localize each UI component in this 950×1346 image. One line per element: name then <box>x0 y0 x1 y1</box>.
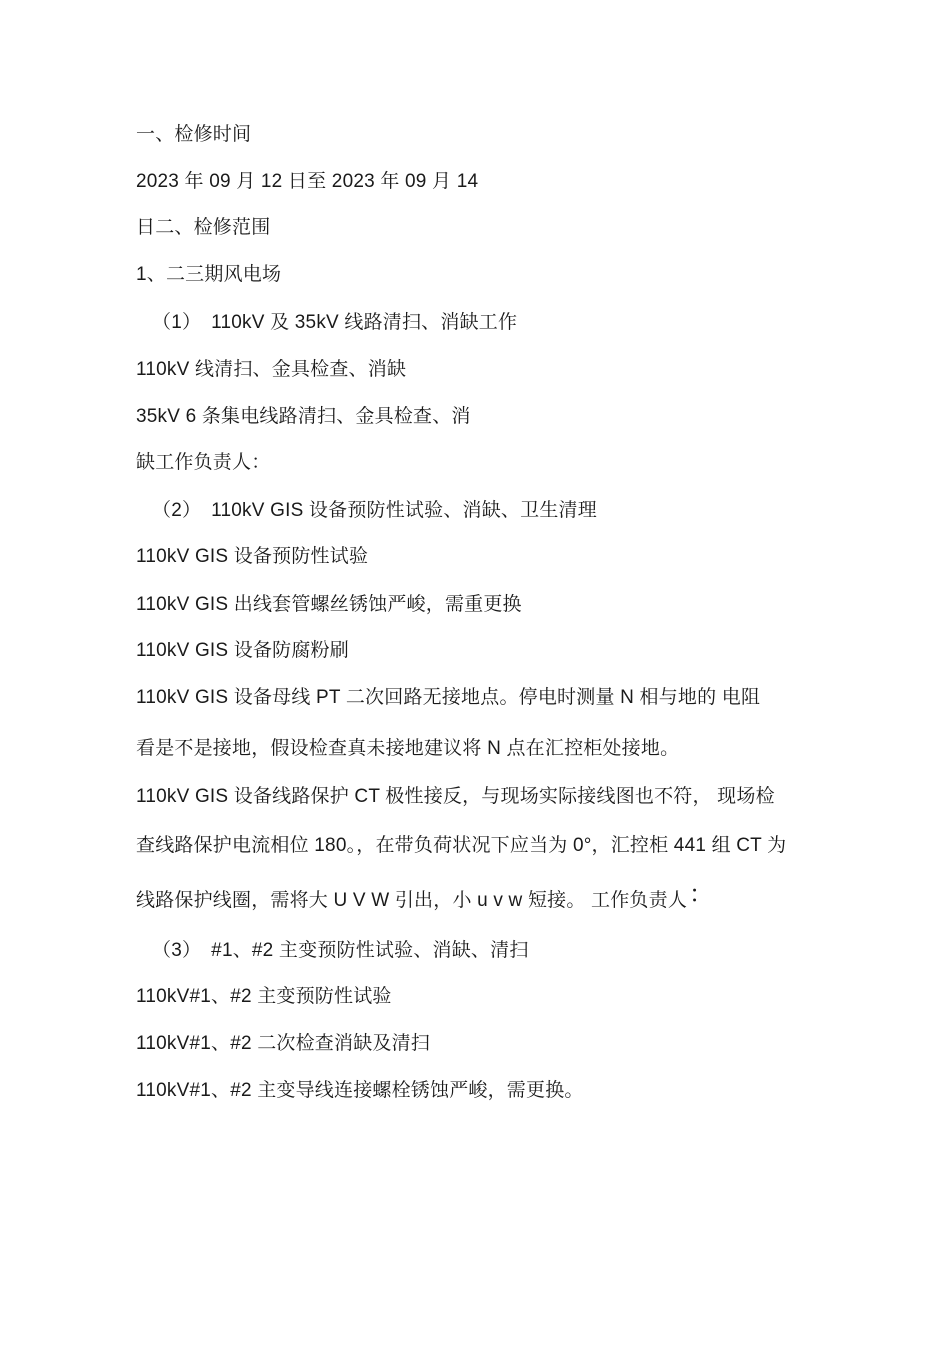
item-number-1: （1） <box>152 312 202 333</box>
item-3-line <box>152 939 529 963</box>
item-2-line <box>152 499 597 523</box>
item-number-3: （3） <box>152 940 202 961</box>
paragraph-gis-ct-polarity-1: 110kV GIS 设备线路保护 CT 极性接反，与现场实际接线图也不符， 现场检 <box>136 786 775 807</box>
paragraph-110kv-line-cleaning: 110kV 线清扫、金具检查、消缺 <box>136 359 407 380</box>
paragraph-35kv-collector-lines: 35kV 6 条集电线路清扫、金具检查、消 <box>136 406 471 427</box>
item-title-2: 110kV GIS 设备预防性试验、消缺、卫生清理 <box>211 500 597 521</box>
paragraph-gis-anticorrosion: 110kV GIS 设备防腐粉刷 <box>136 640 349 661</box>
section-heading-maintenance-scope: 日二、检修范围 <box>136 217 271 238</box>
paragraph-transformer-bolts: 110kV#1、#2 主变导线连接螺栓锈蚀严峻，需更换。 <box>136 1080 584 1101</box>
paragraph-transformer-secondary-check: 110kV#1、#2 二次检查消缺及清扫 <box>136 1033 431 1054</box>
paragraph-responsible-person-1: 缺工作负责人： <box>136 452 271 473</box>
item-title-1: 110kV 及 35kV 线路清扫、消缺工作 <box>211 312 518 333</box>
colon-mark: ： <box>689 881 714 908</box>
paragraph-transformer-preventive-test: 110kV#1、#2 主变预防性试验 <box>136 986 392 1007</box>
paragraph-gis-pt-grounding-1: 110kV GIS 设备母线 PT 二次回路无接地点。停电时测量 N 相与地的 电阻 <box>136 687 761 708</box>
item-title-3: #1、#2 主变预防性试验、消缺、清扫 <box>211 940 529 961</box>
subheading-wind-farm: 1、二三期风电场 <box>136 264 282 285</box>
item-number-2: （2） <box>152 500 202 521</box>
paragraph-gis-bushing-bolts: 110kV GIS 出线套管螺丝锈蚀严峻，需重更换 <box>136 594 522 615</box>
item-1-line <box>152 311 517 335</box>
paragraph-date-range: 2023 年 09 月 12 日至 2023 年 09 月 14 <box>136 171 479 192</box>
paragraph-gis-pt-grounding-2: 看是不是接地，假设检查真未接地建议将 N 点在汇控柜处接地。 <box>136 738 680 759</box>
paragraph-gis-ct-polarity-3 <box>136 881 714 913</box>
section-heading-maintenance-time: 一、检修时间 <box>136 124 252 145</box>
paragraph-gis-preventive-test: 110kV GIS 设备预防性试验 <box>136 546 369 567</box>
paragraph-gis-ct-polarity-2: 查线路保护电流相位 180。，在带负荷状况下应当为 0°，汇控柜 441 组 CT 为 <box>136 835 787 856</box>
paragraph-gis-ct-polarity-3-text: 线路保护线圈，需将大 U V W 引出，小 u v w 短接。 工作负责人 <box>136 890 688 911</box>
